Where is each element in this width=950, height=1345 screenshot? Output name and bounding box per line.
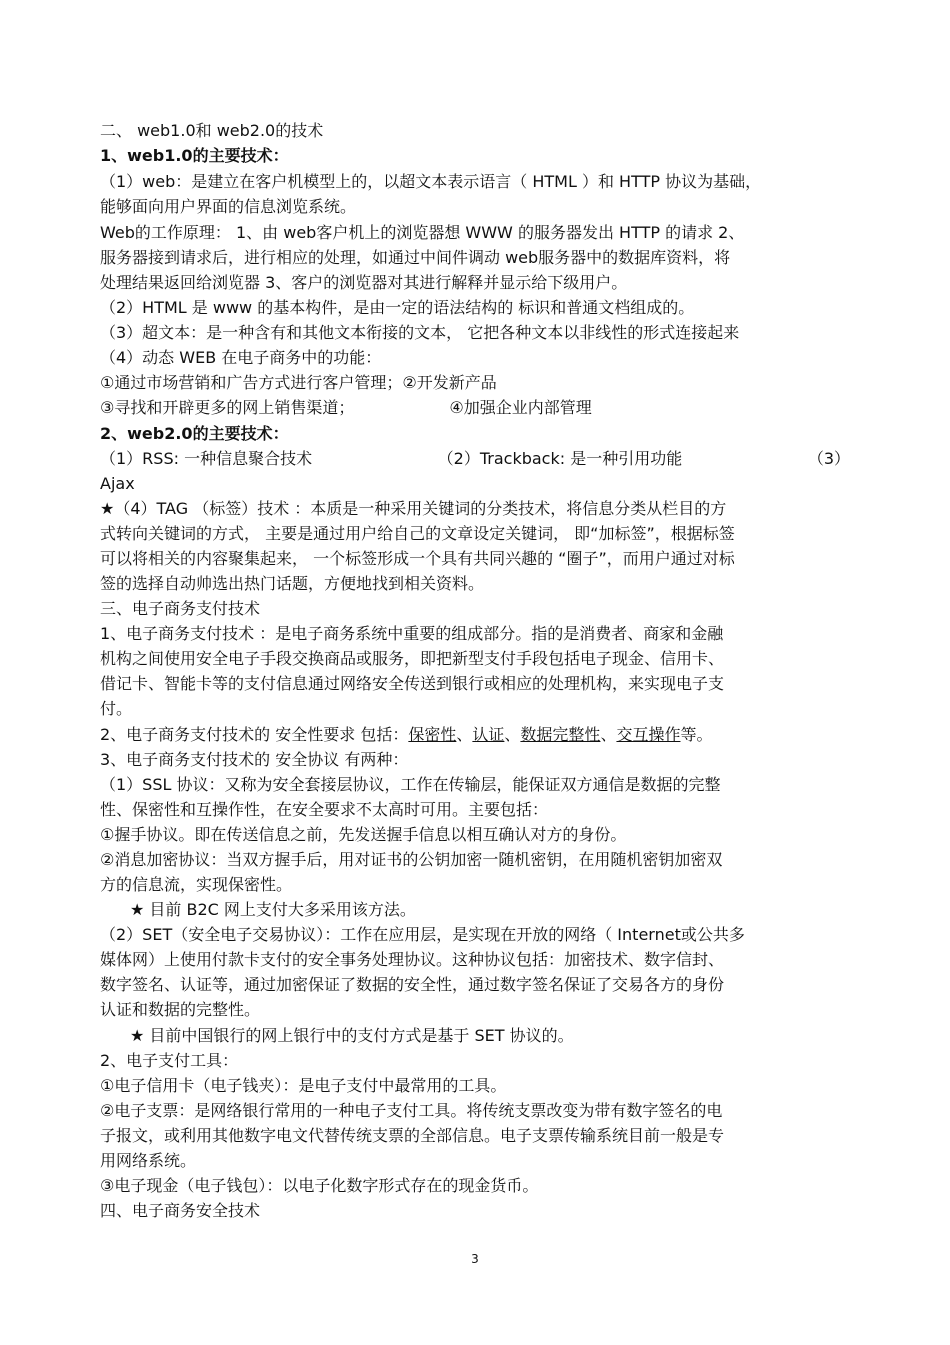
- paragraph-line: 性、保密性和互操作性，在安全要求不太高时可用。主要包括：: [100, 800, 549, 819]
- document-page: [100, 118, 850, 1223]
- paragraph-line: 签的选择自动帅选出热门话题，方便地找到相关资料。: [100, 574, 485, 593]
- paragraph-line: ①通过市场营销和广告方式进行客户管理；②开发新产品: [100, 373, 497, 392]
- list-item: （3）: [807, 449, 850, 468]
- paragraph-line: [100, 722, 850, 747]
- paragraph-line: 式转向关键词的方式， 主要是通过用户给自己的文章设定关键词， 即“加标签”，根据标签: [100, 524, 735, 543]
- paragraph-line: ①电子信用卡（电子钱夹）：是电子支付中最常用的工具。: [100, 1076, 507, 1095]
- separator: 、: [456, 725, 473, 744]
- paragraph-line: （1）web：是建立在客户机模型上的，以超文本表示语言（ HTML ）和 HTTP 协议为基础，: [100, 172, 762, 191]
- paragraph-line: Web的工作原理： 1、由 web客户机上的浏览器想 WWW 的服务器发出 HTTP 的请求 2、: [100, 223, 745, 242]
- list-item: ④加强企业内部管理: [449, 398, 592, 417]
- paragraph-line: （1）SSL 协议：又称为安全套接层协议，工作在传输层，能保证双方通信是数据的完整: [100, 775, 721, 794]
- paragraph-line: [100, 395, 850, 420]
- paragraph-line: 子报文，或利用其他数字电文代替传统支票的全部信息。电子支票传输系统目前一般是专: [100, 1126, 725, 1145]
- paragraph-line: 借记卡、智能卡等的支付信息通过网络安全传送到银行或相应的处理机构，来实现电子支: [100, 674, 725, 693]
- separator: 、: [600, 725, 617, 744]
- text-span: 等。: [680, 725, 713, 744]
- paragraph-line: 数字签名、认证等，通过加密保证了数据的安全性，通过数字签名保证了交易各方的身份: [100, 975, 725, 994]
- paragraph-line: 媒体网）上使用付款卡支付的安全事务处理协议。这种协议包括：加密技术、数字信封、: [100, 950, 725, 969]
- section-heading: 三、电子商务支付技术: [100, 599, 261, 618]
- section-heading: 二、 web1.0和 web2.0的技术: [100, 121, 324, 140]
- underlined-term: 交互操作: [616, 725, 681, 744]
- paragraph-line: 认证和数据的完整性。: [100, 1000, 261, 1019]
- page-number: 3: [471, 1252, 479, 1266]
- paragraph-line: 用网络系统。: [100, 1151, 197, 1170]
- text-span: 2、电子商务支付技术的 安全性要求 包括：: [100, 725, 409, 744]
- paragraph-line: ★（4）TAG （标签）技术 ：本质是一种采用关键词的分类技术，将信息分类从栏目的方: [100, 499, 727, 518]
- section-heading: 四、电子商务安全技术: [100, 1201, 261, 1220]
- paragraph-line: 付。: [100, 699, 133, 718]
- paragraph-line: （3）超文本：是一种含有和其他文本衔接的文本， 它把各种文本以非线性的形式连接起来: [100, 323, 740, 342]
- list-item: （1）RSS: 一种信息聚合技术: [100, 449, 313, 468]
- paragraph-line: 3、电子商务支付技术的 安全协议 有两种：: [100, 750, 409, 769]
- paragraph-line: 1、电子商务支付技术 ：是电子商务系统中重要的组成部分。指的是消费者、商家和金融: [100, 624, 724, 643]
- underlined-term: 认证: [472, 725, 505, 744]
- separator: 、: [504, 725, 521, 744]
- paragraph-line: 能够面向用户界面的信息浏览系统。: [100, 197, 357, 216]
- underlined-term: 保密性: [408, 725, 457, 744]
- paragraph-line: （2）HTML 是 www 的基本构件，是由一定的语法结构的 标识和普通文档组成的。: [100, 298, 695, 317]
- list-item: （2）Trackback: 是一种引用功能: [437, 449, 683, 468]
- list-item: ③寻找和开辟更多的网上销售渠道；: [100, 398, 355, 417]
- subsection-heading: 1、web1.0的主要技术：: [100, 146, 289, 165]
- paragraph-line: 服务器接到请求后，进行相应的处理，如通过中间件调动 web服务器中的数据库资料，将: [100, 248, 731, 267]
- paragraph-line: ①握手协议。即在传送信息之前，先发送握手信息以相互确认对方的身份。: [100, 825, 627, 844]
- paragraph-line: ②电子支票：是网络银行常用的一种电子支付工具。将传统支票改变为带有数字签名的电: [100, 1101, 723, 1120]
- paragraph-line: （4）动态 WEB 在电子商务中的功能：: [100, 348, 382, 367]
- paragraph-line: Ajax: [100, 474, 135, 493]
- subsection-heading: 2、web2.0的主要技术：: [100, 424, 289, 443]
- star-note: ★ 目前 B2C 网上支付大多采用该方法。: [130, 900, 416, 919]
- star-note: ★ 目前中国银行的网上银行中的支付方式是基于 SET 协议的。: [130, 1026, 574, 1045]
- paragraph-line: ③电子现金（电子钱包）：以电子化数字形式存在的现金货币。: [100, 1176, 539, 1195]
- paragraph-line: 处理结果返回给浏览器 3、客户的浏览器对其进行解释并显示给下级用户。: [100, 273, 628, 292]
- paragraph-line: （2）SET（安全电子交易协议）：工作在应用层，是实现在开放的网络（ Internet或公共多: [100, 925, 745, 944]
- paragraph-line: ②消息加密协议：当双方握手后，用对证书的公钥加密一随机密钥，在用随机密钥加密双: [100, 850, 723, 869]
- paragraph-line: 机构之间使用安全电子手段交换商品或服务，即把新型支付手段包括电子现金、信用卡、: [100, 649, 725, 668]
- paragraph-line: 可以将相关的内容聚集起来， 一个标签形成一个具有共同兴趣的 “圈子”，而用户通过对标: [100, 549, 735, 568]
- subsection-heading: 2、电子支付工具：: [100, 1051, 239, 1070]
- paragraph-line: [100, 446, 850, 471]
- underlined-term: 数据完整性: [520, 725, 601, 744]
- paragraph-line: 方的信息流，实现保密性。: [100, 875, 293, 894]
